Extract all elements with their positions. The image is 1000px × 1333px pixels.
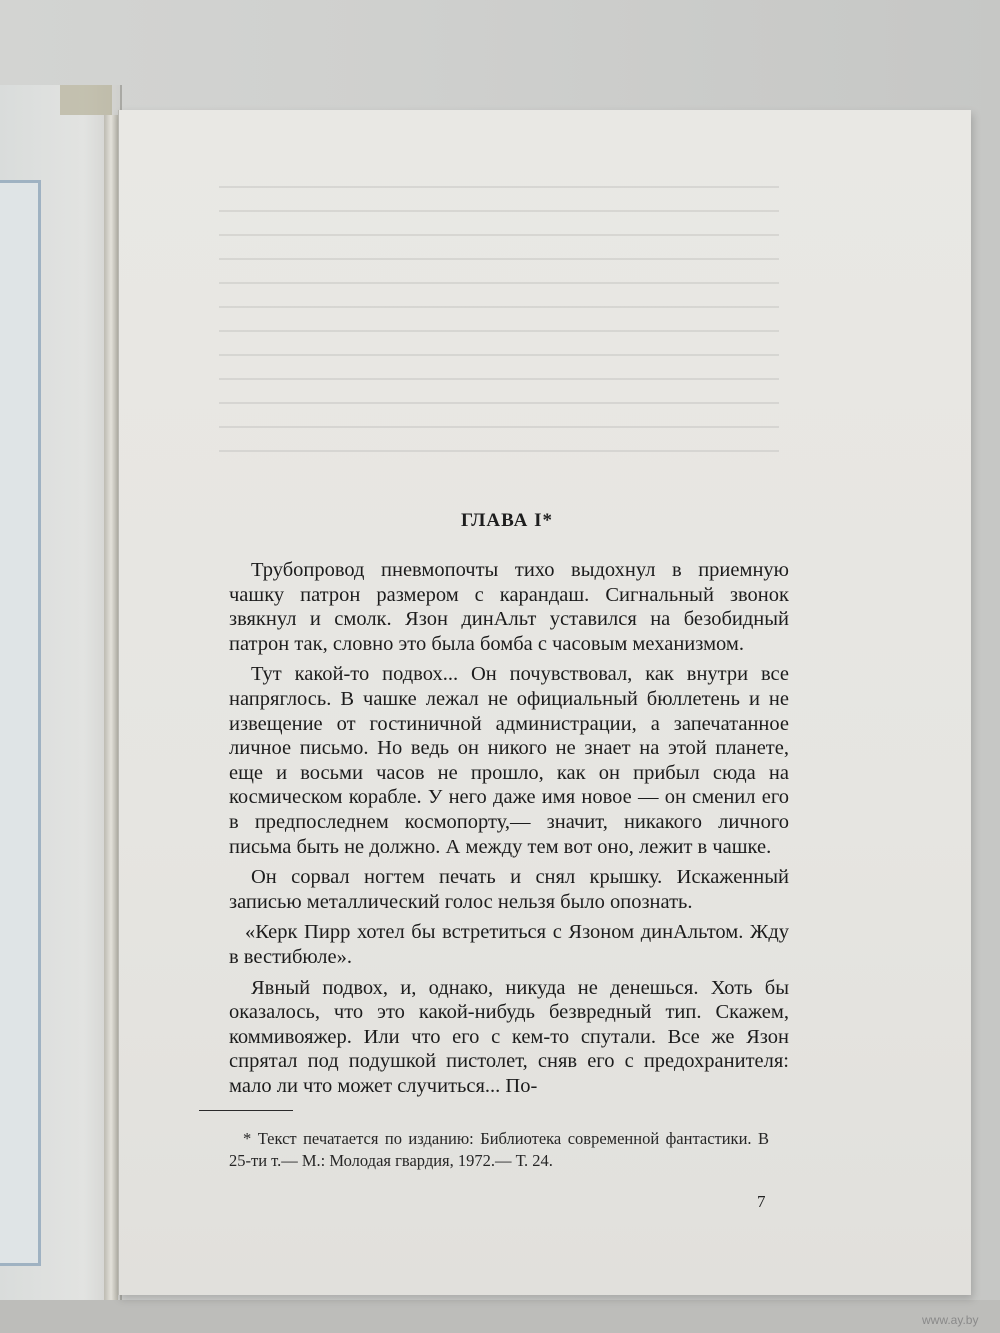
footnote: * Текст печатается по изданию: Библиотека современной фантастики. В 25-ти т.— М.: Молодая гвардия, 1972.— Т. 24. — [229, 1129, 769, 1170]
paragraph: Явный подвох, и, однако, никуда не денешься. Хоть бы оказалось, что это какой-нибудь безвредный тип. Скажем, коммивояжер. Или что его с кем-то спутали. Все же Язон спрятал под подушкой пистолет, сняв его с предохранителя: мало ли что может случиться... По- — [229, 976, 789, 1097]
chapter-body — [229, 558, 789, 1104]
cover-gilt — [60, 85, 112, 115]
paragraph: Он сорвал ногтем печать и снял крышку. Искаженный записью металлический голос нельзя было опознать. — [229, 866, 789, 913]
chapter-title: ГЛАВА I* — [461, 510, 553, 531]
page-number: 7 — [757, 1192, 766, 1211]
footnote-divider — [199, 1110, 293, 1111]
show-through-text — [219, 170, 779, 470]
book-bottom-edge — [0, 1300, 1000, 1333]
book-spine — [104, 115, 118, 1315]
paragraph: Трубопровод пневмопочты тихо выдохнул в приемную чашку патрон размером с карандаш. Сигнальный звонок звякнул и смолк. Язон динАльт уставился на безобидный патрон так, словно это была бомба с часовым механизмом. — [229, 559, 789, 655]
cover-panel — [0, 180, 41, 1266]
paragraph: «Керк Пирр хотел бы встретиться с Язоном динАльтом. Жду в вестибюле». — [229, 921, 789, 968]
watermark: www.ay.by — [922, 1313, 979, 1327]
book-page — [118, 110, 971, 1295]
paragraph: Тут какой-то подвох... Он почувствовал, как внутри все напряглось. В чашке лежал не официальный бюллетень и не извещение от гостиничной администрации, а запечатанное личное письмо. Но ведь он никого не знает на этой планете, еще и восьми часов не прошло, как он прибыл сюда на космическом корабле. У него даже имя новое — он сменил его в предпоследнем космопорту,— значит, никакого личного письма быть не должно. А между тем вот оно, лежит в чашке. — [229, 663, 789, 858]
book-cover-left — [0, 85, 122, 1333]
